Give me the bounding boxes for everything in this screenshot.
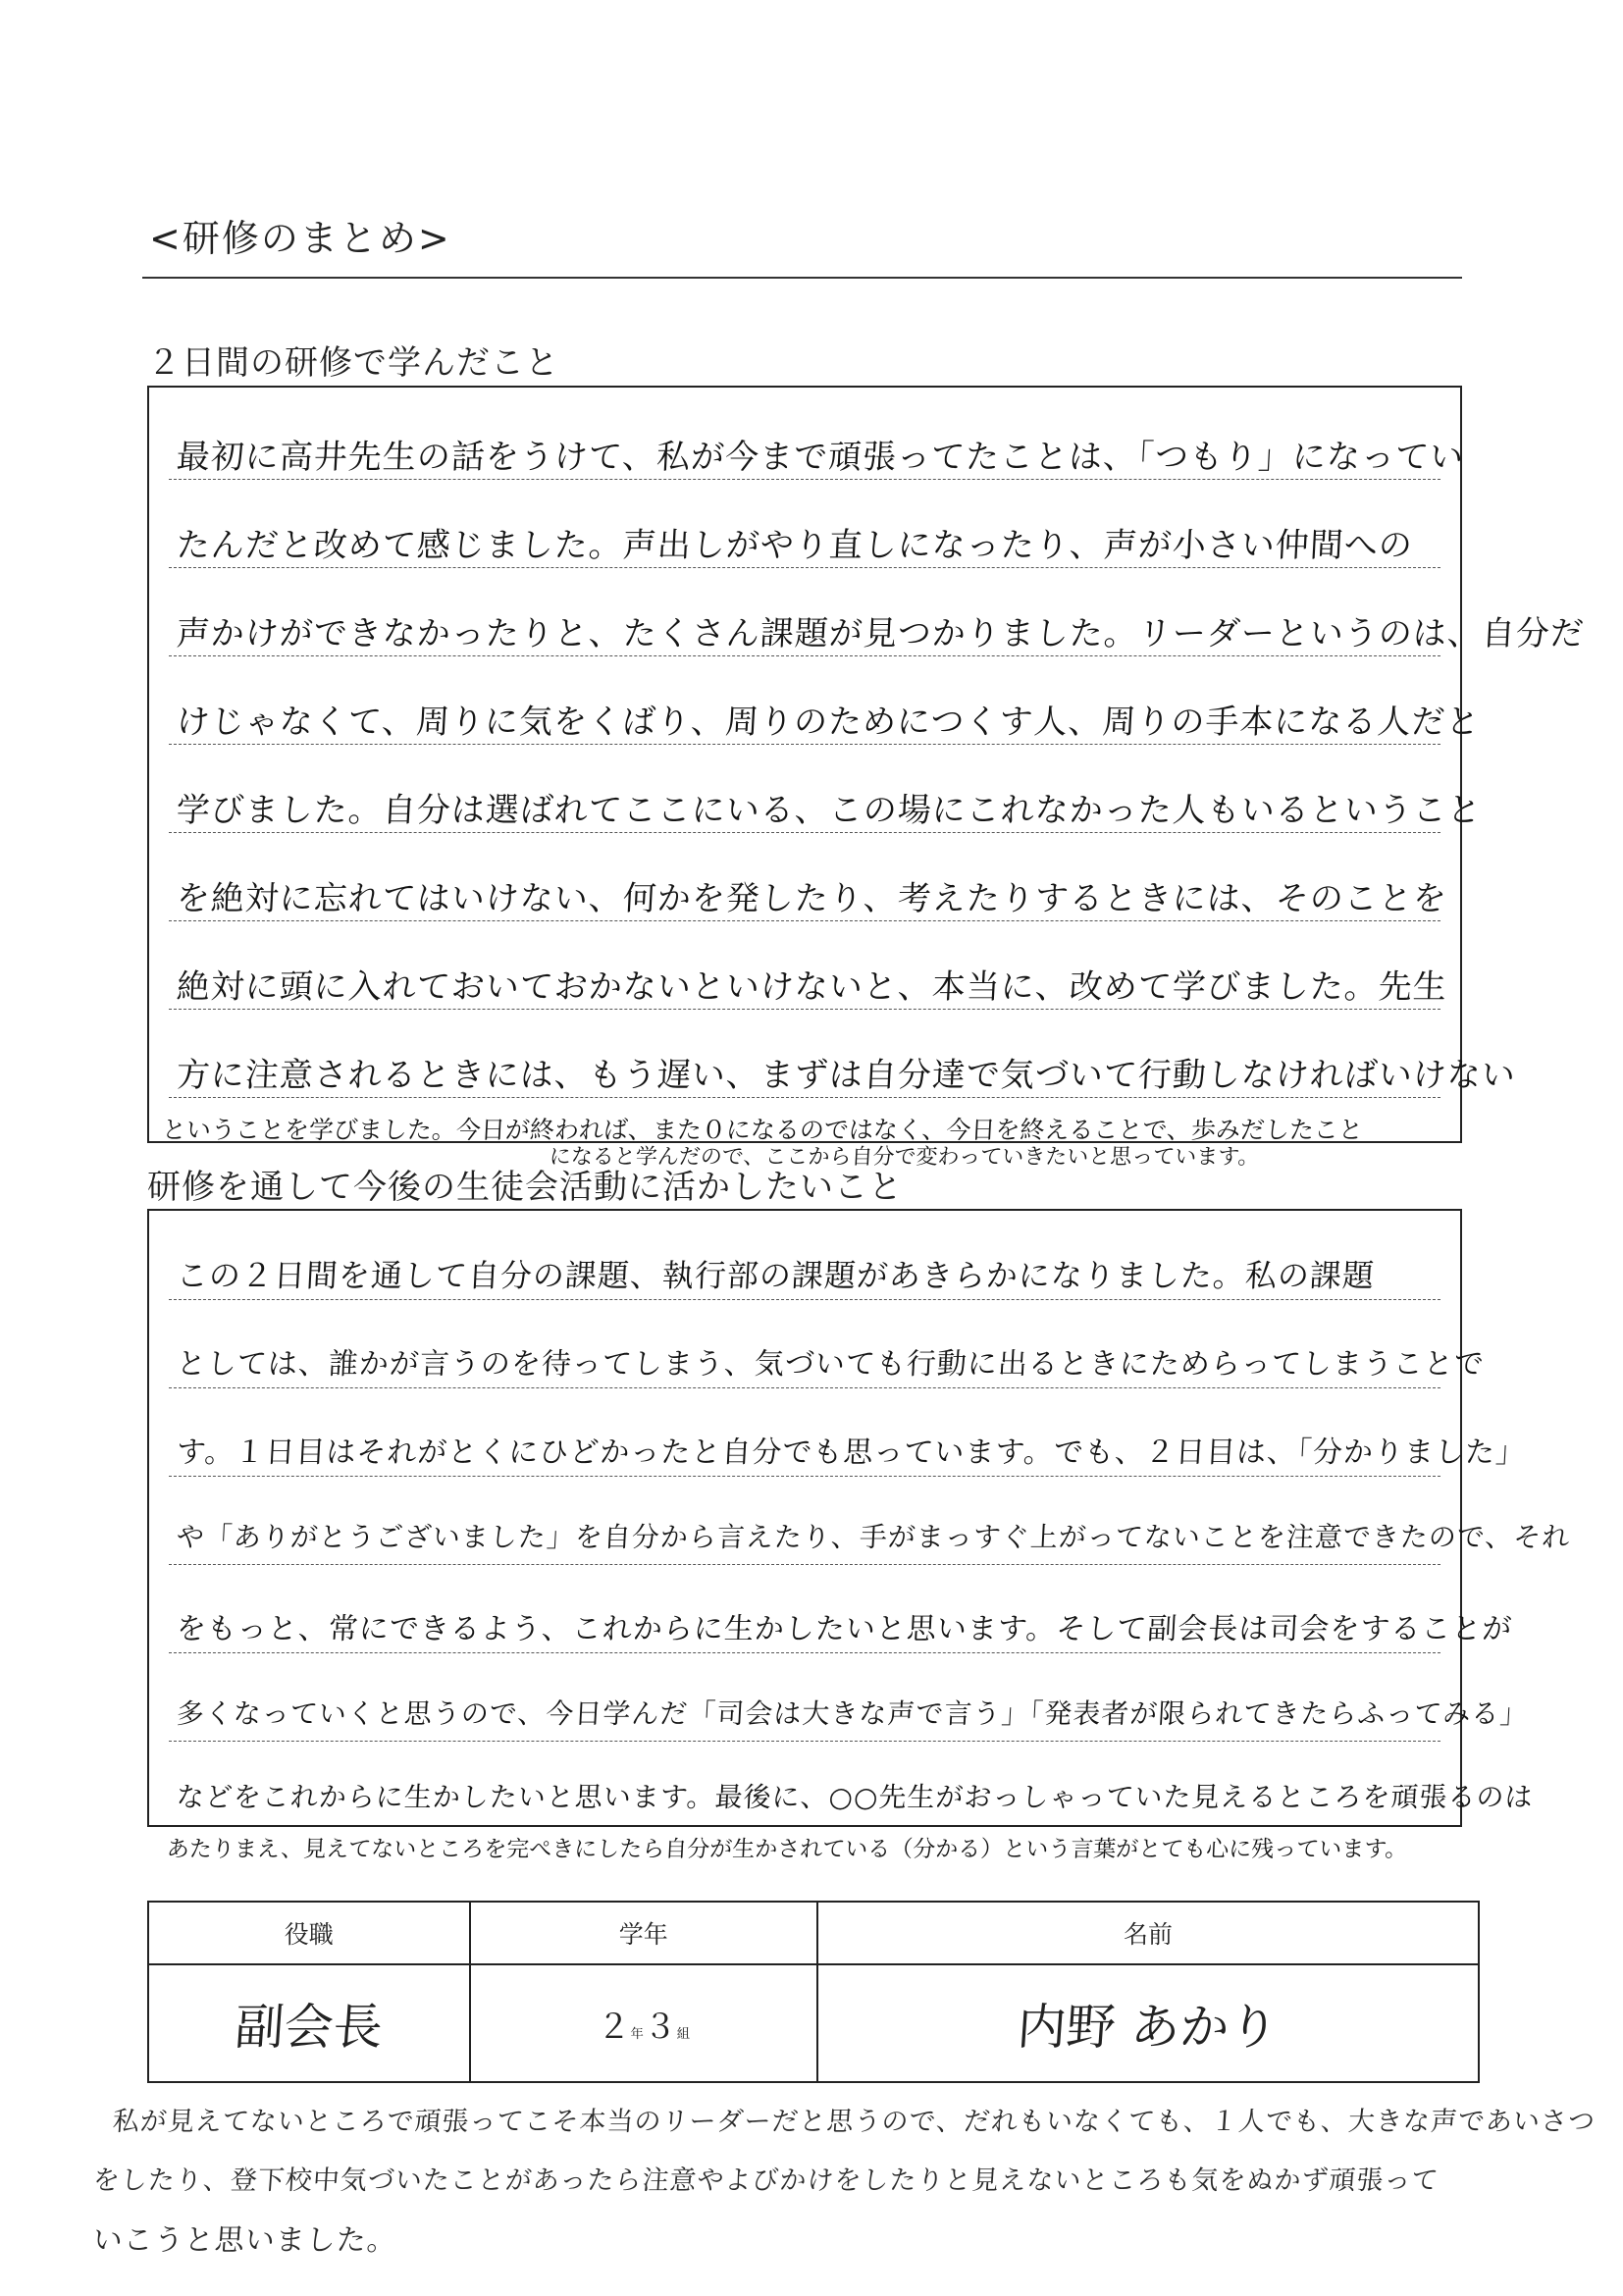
role-value: 副会長 (233, 1999, 385, 2056)
grade-year: ２ (597, 2007, 631, 2047)
bottom-note-line: 私が見えてないところで頑張ってこそ本当のリーダーだと思うので、だれもいなくても、１人でも、大きな声であいさつ (111, 2107, 1597, 2137)
grade-class: ３ (643, 2007, 677, 2047)
grade-class-unit: 組 (676, 2026, 691, 2042)
info-table (147, 1901, 1480, 2083)
role-header: 役職 (148, 1902, 470, 1964)
bottom-note-line: いこうと思いました。 (91, 2223, 398, 2258)
ruled-line (169, 1009, 1440, 1010)
ruled-line (169, 1652, 1440, 1653)
ruled-line (169, 479, 1440, 480)
handwritten-line: としては、誰かが言うのを待ってしまう、気づいても行動に出るときにためらってしまうことで (175, 1347, 1486, 1382)
title-underline (142, 277, 1462, 279)
ruled-line (169, 920, 1440, 921)
bottom-note-line: をしたり、登下校中気づいたことがあったら注意やよびかけをしたりと見えないところも気をぬかず頑張って (91, 2166, 1440, 2196)
handwritten-line: あたりまえ、見えてないところを完ぺきにしたら自分が生かされている（分かる）という言葉がとても心に残っています。 (166, 1837, 1409, 1862)
section2-label: 研修を通して今後の生徒会活動に活かしたいこと (147, 1168, 903, 1207)
ruled-line (169, 1299, 1440, 1300)
role-cell (148, 1964, 470, 2082)
handwritten-line: 方に注意されるときには、もう遅い、まずは自分達で気づいて行動しなければいけない (175, 1056, 1517, 1095)
info-table-header (148, 1902, 1479, 1964)
handwritten-line: 声かけができなかったりと、たくさん課題が見つかりました。リーダーというのは、自分だ (175, 614, 1586, 653)
section1-box (147, 386, 1462, 1143)
ruled-line (169, 1476, 1440, 1477)
handwritten-line: や「ありがとうございました」を自分から言えたり、手がまっすぐ上がってないことを注意できたので、それ (176, 1521, 1572, 1553)
ruled-line (169, 744, 1440, 745)
ruled-line (169, 832, 1440, 833)
info-table-row (148, 1964, 1479, 2082)
handwritten-line: ということを学びました。今日が終われば、また０になるのではなく、今日を終えることで、歩みだしたこと (161, 1116, 1364, 1144)
handwritten-line: 多くなっていくと思うので、今日学んだ「司会は大きな声で言う」「発表者が限られてきたらふってみる」 (176, 1697, 1530, 1730)
handwritten-insert: になると学んだので、ここから自分で変わっていきたいと思っています。 (549, 1145, 1261, 1170)
handwritten-line: を絶対に忘れてはいけない、何かを発したり、考えたりするときには、そのことを (175, 879, 1448, 918)
grade-header: 学年 (470, 1902, 817, 1964)
handwritten-line: 最初に高井先生の話をうけて、私が今まで頑張ってたことは、「つもり」になってい (175, 438, 1466, 477)
handwritten-line: す。１日目はそれがとくにひどかったと自分でも思っています。でも、２日目は、「分かりました」 (175, 1435, 1527, 1470)
name-value: 内野 あかり (1015, 1999, 1281, 2056)
handwritten-line: この２日間を通して自分の課題、執行部の課題があきらかになりました。私の課題 (175, 1257, 1376, 1294)
name-cell (817, 1964, 1479, 2082)
ruled-line (169, 1564, 1440, 1565)
grade-cell (470, 1964, 817, 2082)
ruled-line (169, 1097, 1440, 1098)
ruled-line (169, 567, 1440, 568)
name-header: 名前 (817, 1902, 1479, 1964)
section1-label: ２日間の研修で学んだこと (147, 343, 559, 383)
handwritten-line: などをこれからに生かしたいと思います。最後に、○○先生がおっしゃっていた見えるところを頑張るのは (176, 1781, 1535, 1813)
handwritten-line: 学びました。自分は選ばれてここにいる、この場にこれなかった人もいるということ (175, 791, 1483, 830)
page-title: <研修のまとめ> (149, 217, 451, 260)
grade-year-unit: 年 (630, 2026, 644, 2042)
ruled-line (169, 1741, 1440, 1742)
handwritten-line: 絶対に頭に入れておいておかないといけないと、本当に、改めて学びました。先生 (175, 967, 1448, 1007)
ruled-line (169, 655, 1440, 656)
handwritten-line: をもっと、常にできるよう、これからに生かしたいと思います。そして副会長は司会をすることが (175, 1612, 1514, 1646)
handwritten-line: たんだと改めて感じました。声出しがやり直しになったり、声が小さい仲間への (175, 526, 1414, 565)
ruled-line (169, 1387, 1440, 1388)
handwritten-line: けじゃなくて、周りに気をくばり、周りのためにつくす人、周りの手本になる人だと (175, 703, 1482, 742)
